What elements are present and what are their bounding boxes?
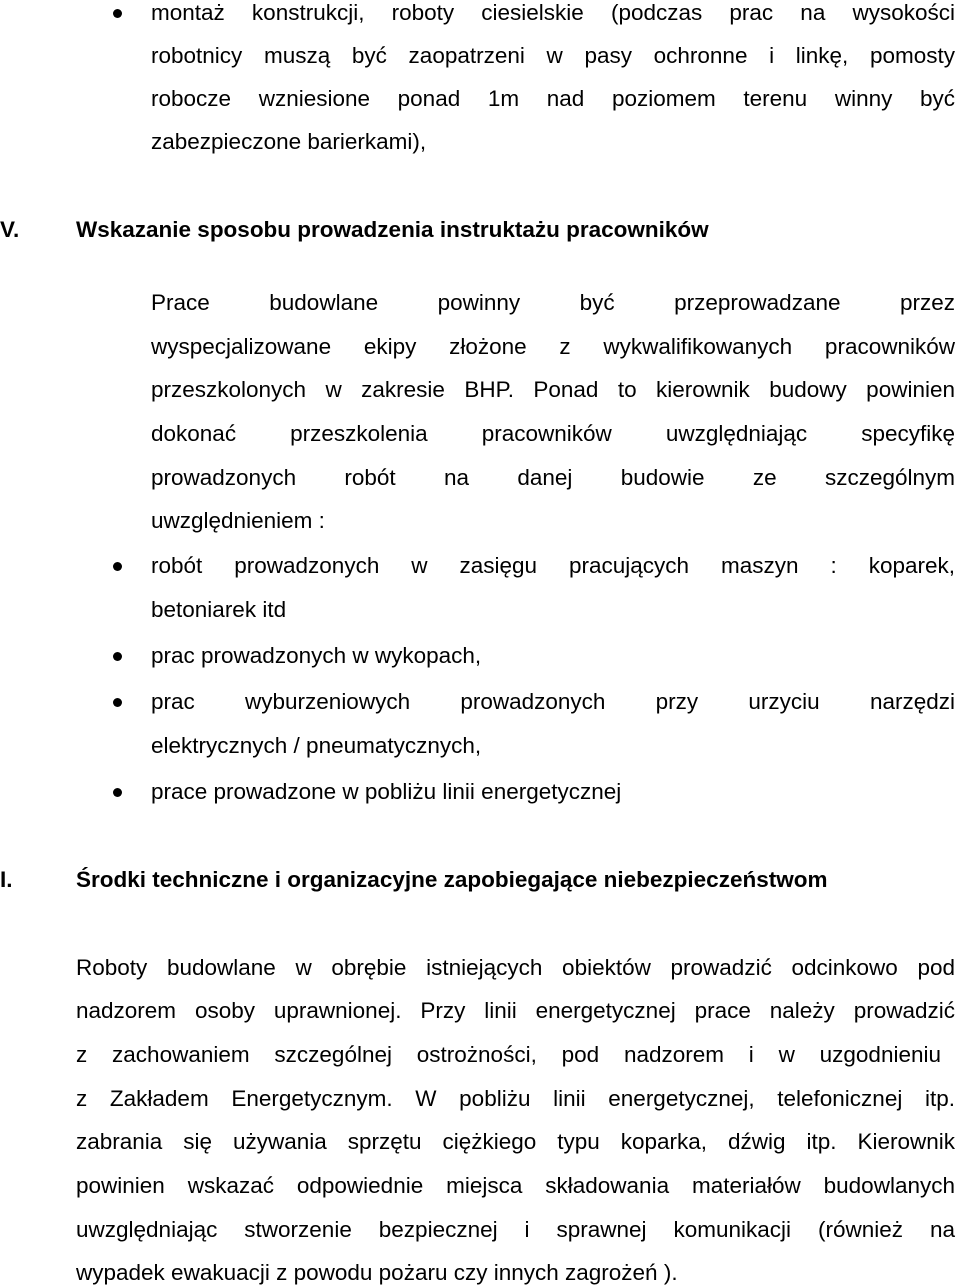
paragraph-line: wyspecjalizowane ekipy złożone z wykwalifikowanych pracowników xyxy=(151,334,955,359)
paragraph-line: uwzględnieniem : xyxy=(151,508,325,533)
text-line: montaż konstrukcji, roboty ciesielskie (podczas prac na wysokości xyxy=(151,0,955,25)
list-item-line: robót prowadzonych w zasięgu pracujących maszyn : koparek, xyxy=(151,553,955,578)
paragraph-line: powinien wskazać odpowiednie miejsca składowania materiałów budowlanych xyxy=(76,1173,955,1198)
paragraph-line: prowadzonych robót na danej budowie ze szczególnym xyxy=(151,465,955,490)
paragraph-line: nadzorem osoby uprawnionej. Przy linii energetycznej prace należy prowadzić xyxy=(76,998,955,1023)
bullet-marker xyxy=(113,9,122,18)
section-heading: Środki techniczne i organizacyjne zapobiegające niebezpieczeństwom xyxy=(76,867,828,892)
section-number: I. xyxy=(0,867,13,892)
bullet-marker xyxy=(113,698,122,707)
text-line: zabezpieczone barierkami), xyxy=(151,129,427,154)
paragraph-line: przeszkolonych w zakresie BHP. Ponad to kierownik budowy powinien xyxy=(151,377,955,402)
paragraph-line: zabrania się używania sprzętu ciężkiego typu koparka, dźwig itp. Kierownik xyxy=(76,1129,955,1154)
list-item-line: betoniarek itd xyxy=(151,597,287,622)
paragraph-line: Roboty budowlane w obrębie istniejących obiektów prowadzić odcinkowo pod xyxy=(76,955,955,980)
section-heading: Wskazanie sposobu prowadzenia instruktażu pracowników xyxy=(76,217,709,242)
paragraph-line: wypadek ewakuacji z powodu pożaru czy innych zagrożeń ). xyxy=(76,1260,678,1285)
paragraph-line: dokonać przeszkolenia pracowników uwzględniając specyfikę xyxy=(151,421,955,446)
bullet-marker xyxy=(113,652,122,661)
list-item-line: prac wyburzeniowych prowadzonych przy urzyciu narzędzi xyxy=(151,689,955,714)
section-number: V. xyxy=(0,217,20,242)
paragraph-line: Prace budowlane powinny być przeprowadzane przez xyxy=(151,290,955,315)
list-item-line: prac prowadzonych w wykopach, xyxy=(151,643,482,668)
paragraph-line: uwzględniając stworzenie bezpiecznej i sprawnej komunikacji (również na xyxy=(76,1217,955,1242)
list-item-line: prace prowadzone w pobliżu linii energetycznej xyxy=(151,779,622,804)
paragraph-line: z zachowaniem szczególnej ostrożności, pod nadzorem i w uzgodnieniu xyxy=(76,1042,941,1067)
list-item-line: elektrycznych / pneumatycznych, xyxy=(151,733,482,758)
bullet-marker xyxy=(113,788,122,797)
paragraph-line: z Zakładem Energetycznym. W pobliżu linii energetycznej, telefonicznej itp. xyxy=(76,1086,955,1111)
text-line: robocze wzniesione ponad 1m nad poziomem terenu winny być xyxy=(151,86,955,111)
text-line: robotnicy muszą być zaopatrzeni w pasy ochronne i linkę, pomosty xyxy=(151,43,955,68)
bullet-marker xyxy=(113,562,122,571)
